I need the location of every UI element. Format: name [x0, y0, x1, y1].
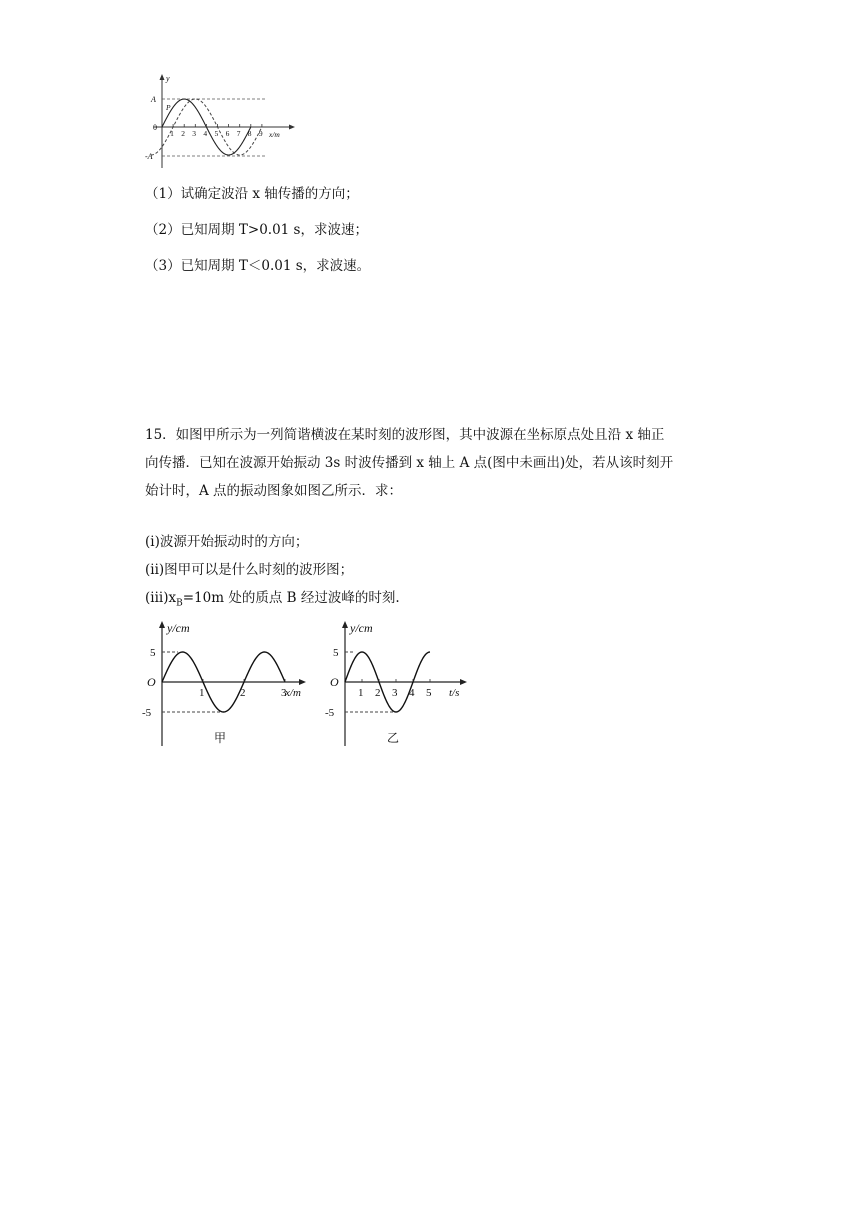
x-axis-label: t/s	[449, 687, 460, 699]
figure-jia	[142, 618, 317, 750]
q14-tick-label-3: 3	[192, 129, 197, 138]
y-bottom-label: -5	[142, 707, 152, 719]
x-axis-arrow	[299, 679, 306, 685]
y-top-label: 5	[333, 647, 339, 659]
q14-tick-label-5: 5	[214, 129, 219, 138]
q14-tick-label-4: 4	[203, 129, 208, 138]
q15-sub2: (ii)图甲可以是什么时刻的波形图；	[145, 562, 354, 578]
y-axis-label: y	[166, 74, 170, 83]
q15-sub1: (i)波源开始振动时的方向；	[145, 534, 309, 550]
point-p-label: P	[166, 103, 171, 112]
x-axis-label: x/m	[269, 130, 280, 139]
y-top-label: 5	[150, 647, 156, 659]
q14-tick-label-1: 1	[170, 129, 174, 138]
y-axis-arrow	[160, 74, 165, 80]
yi-tick-label-1: 1	[358, 687, 364, 699]
y-axis-arrow	[342, 621, 348, 628]
y-axis-label: y/cm	[350, 621, 373, 635]
yi-tick-label-4: 4	[409, 687, 415, 699]
q14-tick-label-2: 2	[181, 129, 185, 138]
q14-sub3: （3）已知周期 T＜0.01 s，求波速。	[145, 258, 371, 274]
q15-sub3-subscript: B	[176, 598, 183, 609]
y-axis-arrow	[159, 621, 165, 628]
x-axis-label: x/m	[285, 687, 301, 699]
q14-sub2: （2）已知周期 T>0.01 s，求波速；	[145, 222, 368, 238]
figure-caption: 乙	[387, 731, 400, 745]
amp-neg-label: -A	[145, 152, 153, 161]
q15-sub3-prefix: (iii)x	[145, 590, 177, 606]
x-axis-arrow	[460, 679, 467, 685]
y-axis-label: y/cm	[167, 621, 190, 635]
q14-sub1: （1）试确定波沿 x 轴传播的方向；	[145, 186, 359, 202]
q14-tick-label-9: 9	[258, 129, 263, 138]
origin-label: O	[147, 675, 156, 689]
yi-tick-label-2: 2	[375, 687, 381, 699]
origin-label: O	[330, 675, 339, 689]
q14-tick-label-7: 7	[236, 129, 241, 138]
q15-stem	[145, 421, 725, 505]
q14-tick-label-6: 6	[225, 129, 230, 138]
x-axis-arrow	[289, 125, 295, 130]
q15-stem-line2: 向传播．已知在波源开始振动 3s 时波传播到 x 轴上 A 点(图中未画出)处，若从该时刻开	[145, 455, 674, 471]
figure-yi	[325, 618, 475, 750]
q15-sub3	[145, 589, 400, 613]
yi-tick-label-5: 5	[426, 687, 432, 699]
q15-stem-line3: 始计时，A 点的振动图象如图乙所示．求：	[145, 483, 403, 499]
origin-label: 0	[153, 123, 157, 132]
q15-sub3-suffix: =10m 处的质点 B 经过波峰的时刻.	[182, 590, 400, 606]
yi-tick-label-3: 3	[392, 687, 398, 699]
jia-tick-label-3: 3	[281, 687, 287, 699]
q14-tick-label-8: 8	[247, 129, 252, 138]
jia-tick-label-2: 2	[240, 687, 246, 699]
amp-pos-label: A	[151, 95, 156, 104]
q15-stem-line1: 15．如图甲所示为一列简谐横波在某时刻的波形图，其中波源在坐标原点处且沿 x 轴正	[145, 427, 665, 443]
jia-tick-label-1: 1	[199, 687, 205, 699]
figure-caption: 甲	[214, 731, 227, 745]
y-bottom-label: -5	[325, 707, 335, 719]
q14-wave-figure	[140, 72, 300, 172]
